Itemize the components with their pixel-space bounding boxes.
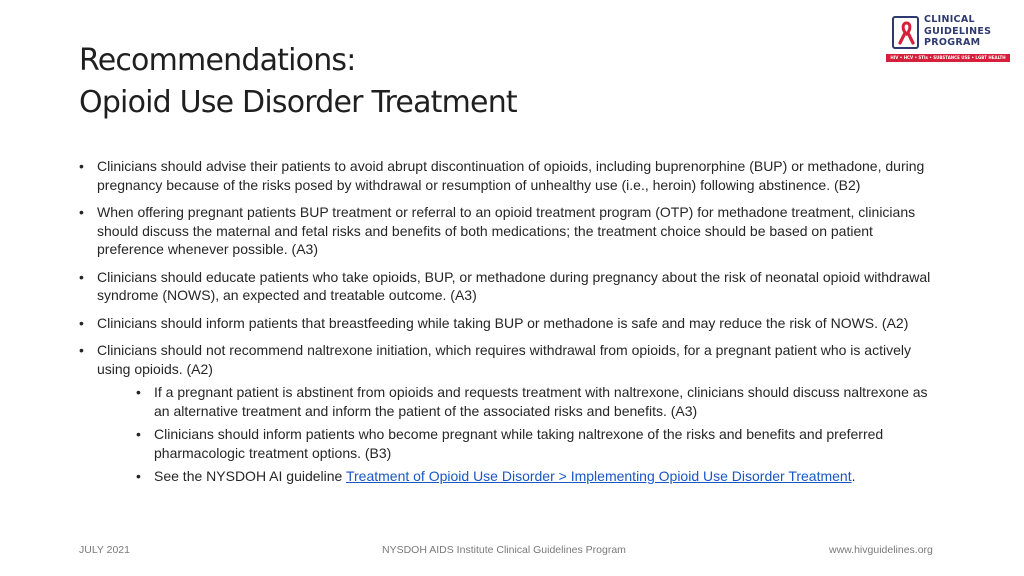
bullet-icon: • <box>79 342 84 358</box>
bullet-icon: • <box>79 204 84 220</box>
logo-line-3: PROGRAM <box>924 37 981 48</box>
page-title <box>79 40 517 124</box>
sub-list-item <box>136 383 939 420</box>
logo-wordmark <box>924 14 1010 49</box>
logo-frame <box>892 16 919 49</box>
logo-line-2: GUIDELINES <box>924 25 992 37</box>
list-item-text: When offering pregnant patients BUP treatment or referral to an opioid treatment program (OTP) for methadone treatment, clinicians should discuss the maternal and fetal risks and benefits of both medications; the treatment choice should be based on patient preference whenever possible. (A3) <box>97 204 916 257</box>
list-item <box>79 341 939 486</box>
bullet-icon: • <box>136 468 141 484</box>
bullet-icon: • <box>79 158 84 174</box>
logo-line-1: CLINICAL <box>924 14 975 25</box>
bullet-icon: • <box>136 384 141 400</box>
list-item <box>79 157 939 194</box>
footer-date: JULY 2021 <box>79 544 130 556</box>
guideline-reference-suffix: . <box>851 468 856 484</box>
list-item-text: Clinicians should advise their patients to avoid abrupt discontinuation of opioids, including buprenorphine (BUP) or methadone, during pregnancy because of the risks posed by withdrawal or resumption of unhealthy use (i.e., heroin) following abstinence. (B2) <box>97 158 925 193</box>
list-item <box>79 268 939 305</box>
list-item <box>79 203 939 259</box>
sub-list-item-text: If a pregnant patient is abstinent from opioids and requests treatment with naltrexone, clinicians should discuss naltrexone as an alternative treatment and inform the patient of the associated risks and benefits. (A3) <box>154 384 928 419</box>
footer-website: www.hivguidelines.org <box>829 544 933 556</box>
sub-list-item <box>136 425 939 462</box>
sub-list-item <box>136 467 939 486</box>
sub-list-item-text: Clinicians should inform patients who become pregnant while taking naltrexone of the risks and benefits and preferred pharmacologic treatment options. (B3) <box>154 426 884 461</box>
red-ribbon-icon <box>897 21 916 45</box>
guideline-link[interactable]: Treatment of Opioid Use Disorder > Implementing Opioid Use Disorder Treatment <box>345 468 852 484</box>
logo-tagline-bar: HIV • HCV • STIs • SUBSTANCE USE • LGBT HEALTH <box>886 54 1010 62</box>
bullet-icon: • <box>79 268 84 285</box>
list-item-text: Clinicians should not recommend naltrexone initiation, which requires withdrawal from opioids, for a pregnant patient who is actively using opioids. (A2) <box>97 342 911 377</box>
bullet-icon: • <box>79 314 84 331</box>
recommendations-list <box>79 157 939 495</box>
guideline-reference-prefix: See the NYSDOH AI guideline <box>154 468 346 484</box>
sub-list <box>97 383 939 486</box>
footer-program: NYSDOH AIDS Institute Clinical Guidelines Program <box>382 544 626 556</box>
list-item-text: Clinicians should inform patients that breastfeeding while taking BUP or methadone is safe and may reduce the risk of NOWS. (A2) <box>97 314 909 331</box>
page-title-line-1: Recommendations: <box>79 43 356 78</box>
page-title-line-2: Opioid Use Disorder Treatment <box>79 85 517 120</box>
list-item-text: Clinicians should educate patients who take opioids, BUP, or methadone during pregnancy about the risk of neonatal opioid withdrawal syndrome (NOWS), an expected and treatable outcome. (A3) <box>97 268 931 303</box>
clinical-guidelines-program-logo <box>886 14 1010 64</box>
bullet-icon: • <box>136 426 141 442</box>
list-item <box>79 314 939 333</box>
